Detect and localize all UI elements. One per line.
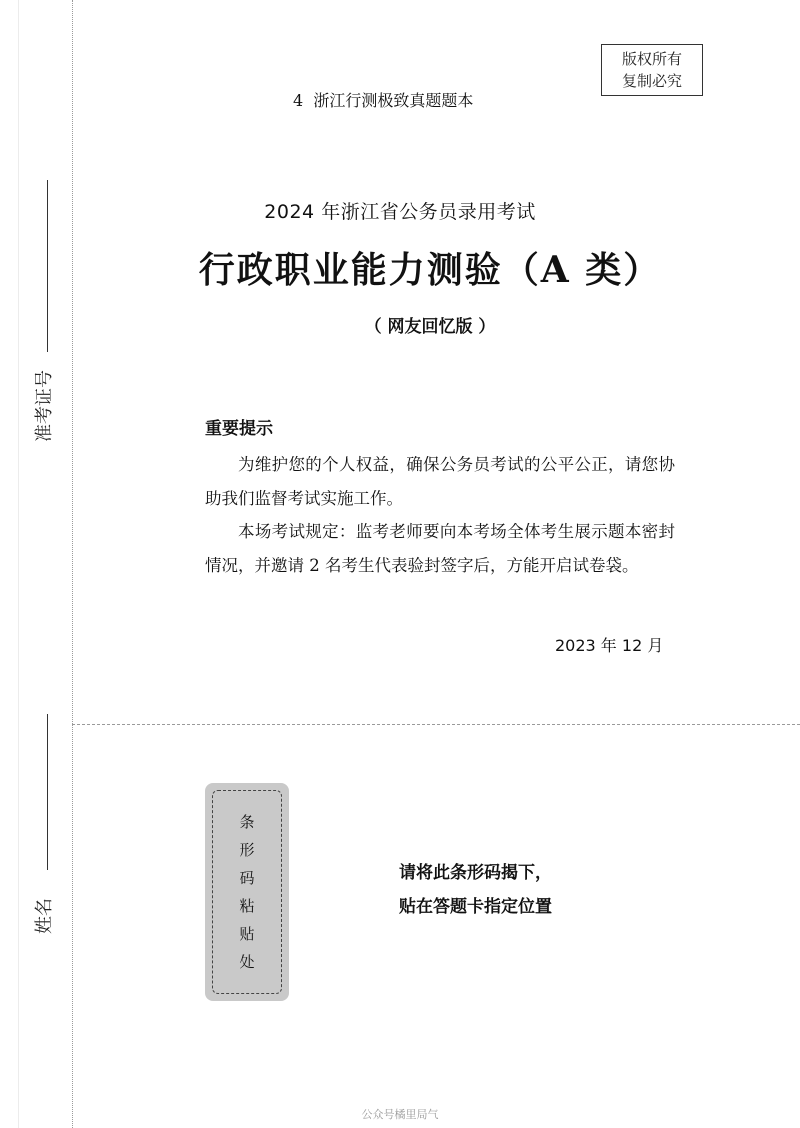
notice-heading: 重要提示: [205, 419, 273, 439]
exam-subtitle: 2024 年浙江省公务员录用考试: [264, 201, 536, 223]
tear-off-line: [72, 724, 800, 725]
name-label: 姓名: [34, 898, 55, 934]
notice-paragraph: 为维护您的个人权益，确保公务员考试的公平公正，请您协助我们监督考试实施工作。: [205, 455, 675, 508]
page-edge-line: [18, 0, 19, 1128]
barcode-label-char: 处: [239, 953, 255, 971]
barcode-label-char: 条: [239, 813, 255, 831]
exam-id-label: 准考证号: [34, 370, 55, 442]
name-write-line[interactable]: [47, 714, 48, 870]
barcode-instruction-line-2: 贴在答题卡指定位置: [399, 897, 552, 917]
edition-label: （ 网友回忆版 ）: [364, 317, 496, 337]
copyright-notice: [601, 44, 703, 96]
copyright-line-2: 复制必究: [621, 72, 682, 90]
book-header: 4 浙江行测极致真题题本: [293, 91, 474, 110]
barcode-label-char: 码: [239, 869, 255, 887]
footer-watermark: 公众号橘里局气: [361, 1108, 439, 1121]
barcode-instruction: [399, 856, 552, 924]
binding-margin-line: [72, 0, 73, 1128]
copyright-line-1: 版权所有: [621, 50, 682, 68]
barcode-sticker-frame: [212, 790, 282, 994]
barcode-sticker-area[interactable]: [205, 783, 289, 1001]
barcode-label-char: 粘: [239, 897, 255, 915]
exam-title: 行政职业能力测验（A 类）: [198, 249, 662, 291]
barcode-instruction-line-1: 请将此条形码揭下，: [399, 863, 552, 883]
barcode-label-char: 贴: [239, 925, 255, 943]
notice-paragraph: 本场考试规定：监考老师要向本考场全体考生展示题本密封情况，并邀请 2 名考生代表验封签字后，方能开启试卷袋。: [205, 522, 675, 575]
barcode-label-char: 形: [239, 841, 255, 859]
notice-date: 2023 年 12 月: [555, 636, 664, 655]
